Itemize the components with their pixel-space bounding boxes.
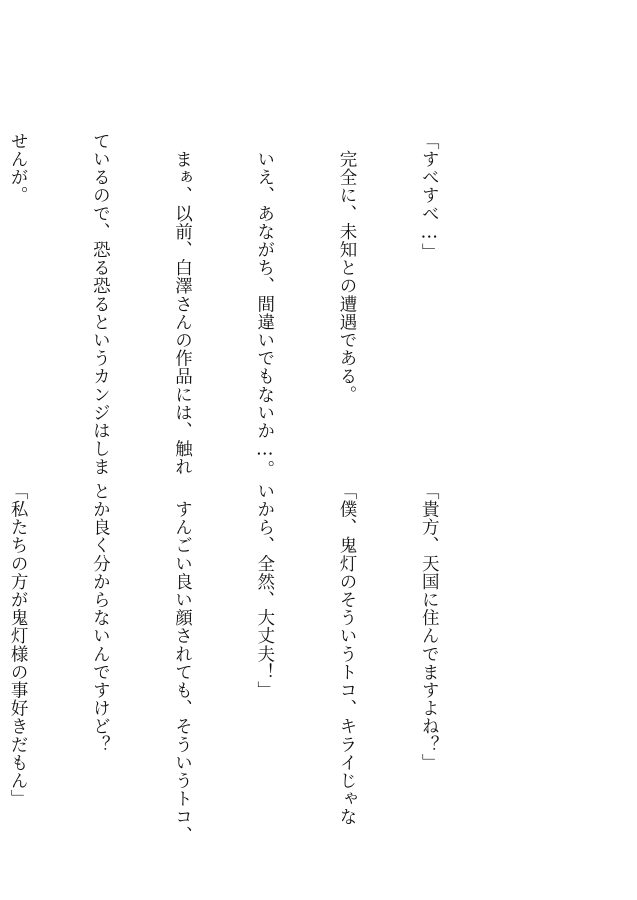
text-line: 完全に、未知との遭遇である。 [336, 132, 357, 404]
text-line: 「僕、鬼灯のそういうトコ、キライじゃな [336, 482, 357, 826]
text-line: 「すべすべ…」 [419, 132, 440, 262]
text-line: せんが。 [8, 132, 29, 205]
text-line: ているので、恐る恐るというカンジはしま [90, 132, 111, 476]
text-block-bottom [0, 482, 497, 844]
text-line: いえ、あながち、間違いでもないか…。 [254, 132, 275, 479]
text-line: いから、全然、大丈夫！」 [254, 482, 275, 700]
text-line: とか良く分からないんですけど？ [90, 482, 111, 754]
text-block-top [0, 132, 497, 479]
text-line: 「私たちの方が鬼灯様の事好きだもん」 [8, 482, 29, 808]
text-line: 「貴方、天国に住んでますよね？」 [419, 482, 440, 772]
text-line: すんごい良い顔されても、そういうトコ、 [172, 482, 193, 844]
text-line: まぁ、以前、白澤さんの作品には、触れ [172, 132, 193, 476]
